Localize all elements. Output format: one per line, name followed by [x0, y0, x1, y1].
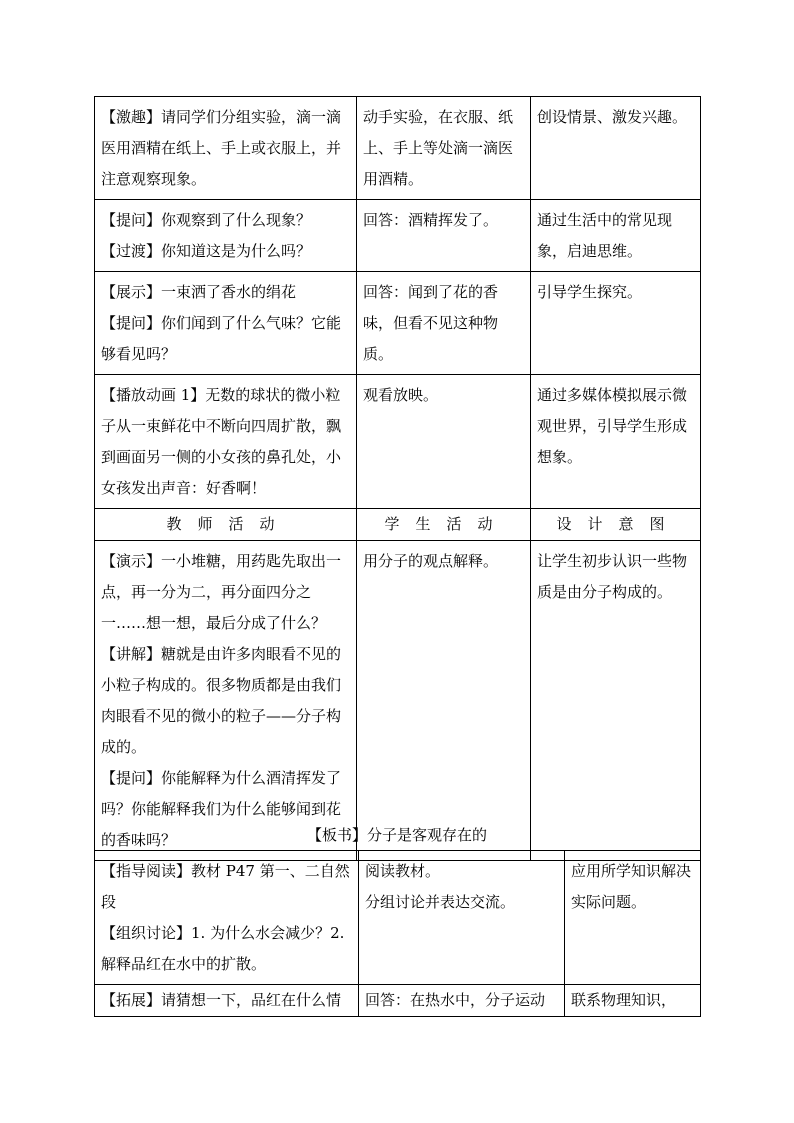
design-cell	[531, 375, 701, 509]
cell-text: 让学生初步认识一些物质是由分子构成的。	[537, 552, 688, 601]
teacher-cell	[95, 851, 359, 985]
teacher-cell	[95, 985, 359, 1017]
design-cell	[531, 97, 701, 200]
design-cell	[565, 851, 701, 985]
header-student: 学生活动	[357, 509, 531, 541]
cell-text: 【讲解】糖就是由许多肉眼看不见的小粒子构成的。很多物质都是由我们肉眼看不见的微小的粒子——分子构成的。	[101, 645, 342, 756]
cell-text: 【拓展】请猜想一下，品红在什么情	[101, 991, 342, 1009]
student-cell	[357, 375, 531, 509]
teacher-cell	[95, 200, 357, 272]
table-row	[95, 541, 701, 861]
cell-text: 分组讨论并表达交流。	[365, 893, 516, 911]
cell-text: 回答：闻到了花的香味，但看不见这种物质。	[363, 283, 499, 363]
cell-text: 【演示】一小堆糖，用药匙先取出一点，再一分为二，再分面四分之一……想一想，最后分成了什么？	[101, 552, 342, 632]
cell-text: 用分子的观点解释。	[363, 552, 499, 570]
cell-text: 【展示】一束洒了香水的绢花	[101, 283, 297, 301]
board-heading: 【板书】分子是客观存在的	[306, 826, 487, 844]
cell-text: 【播放动画 1】无数的球状的微小粒子从一束鲜花中不断向四周扩散，飘到画面另一侧的小女孩的鼻孔处，小女孩发出声音：好香啊！	[101, 386, 342, 497]
student-cell	[357, 272, 531, 375]
teacher-cell	[95, 541, 357, 861]
table-row	[95, 97, 701, 200]
header-design: 设计意图	[531, 509, 701, 541]
table-header-row	[95, 509, 701, 541]
lesson-table-2	[94, 850, 701, 1017]
cell-text: 通过多媒体模拟展示微观世界，引导学生形成想象。	[537, 386, 688, 466]
cell-text: 回答：在热水中，分子运动	[365, 991, 546, 1009]
table-row	[95, 985, 701, 1017]
teacher-cell	[95, 97, 357, 200]
cell-text: 回答：酒精挥发了。	[363, 211, 499, 229]
cell-text: 【提问】你能解释为什么酒清挥发了吗？你能解释我们为什么能够闻到花的香味吗？	[101, 769, 342, 849]
cell-text: 应用所学知识解决实际问题。	[571, 862, 692, 911]
design-cell	[531, 200, 701, 272]
table-row	[95, 375, 701, 509]
student-cell	[357, 200, 531, 272]
teacher-cell	[95, 272, 357, 375]
lesson-table-1	[94, 96, 701, 861]
cell-text: 通过生活中的常见现象，启迪思维。	[537, 211, 673, 260]
teacher-cell	[95, 375, 357, 509]
cell-text: 【激趣】请同学们分组实验，滴一滴医用酒精在纸上、手上或衣服上，并注意观察现象。	[101, 108, 342, 188]
student-cell	[357, 97, 531, 200]
cell-text: 【提问】你观察到了什么现象？	[101, 211, 312, 229]
table-row	[95, 200, 701, 272]
cell-text: 【指导阅读】教材 P47 第一、二自然段	[101, 862, 350, 911]
table-row	[95, 272, 701, 375]
cell-text: 引导学生探究。	[537, 283, 643, 301]
cell-text: 阅读教材。	[365, 862, 441, 880]
cell-text: 动手实验，在衣服、纸上、手上等处滴一滴医用酒精。	[363, 108, 514, 188]
student-cell	[359, 851, 565, 985]
design-cell	[565, 985, 701, 1017]
design-cell	[531, 272, 701, 375]
cell-text: 创设情景、激发兴趣。	[537, 108, 688, 126]
table-row	[95, 851, 701, 985]
header-teacher: 教师活动	[95, 509, 357, 541]
cell-text: 联系物理知识，	[571, 991, 677, 1009]
cell-text: 【提问】你们闻到了什么气味？它能够看见吗？	[101, 314, 342, 363]
cell-text: 观看放映。	[363, 386, 439, 404]
design-cell	[531, 541, 701, 861]
cell-text: 【组织讨论】1. 为什么水会减少？2. 解释品红在水中的扩散。	[101, 924, 345, 973]
student-cell	[357, 541, 531, 861]
student-cell	[359, 985, 565, 1017]
cell-text: 【过渡】你知道这是为什么吗？	[101, 242, 312, 260]
